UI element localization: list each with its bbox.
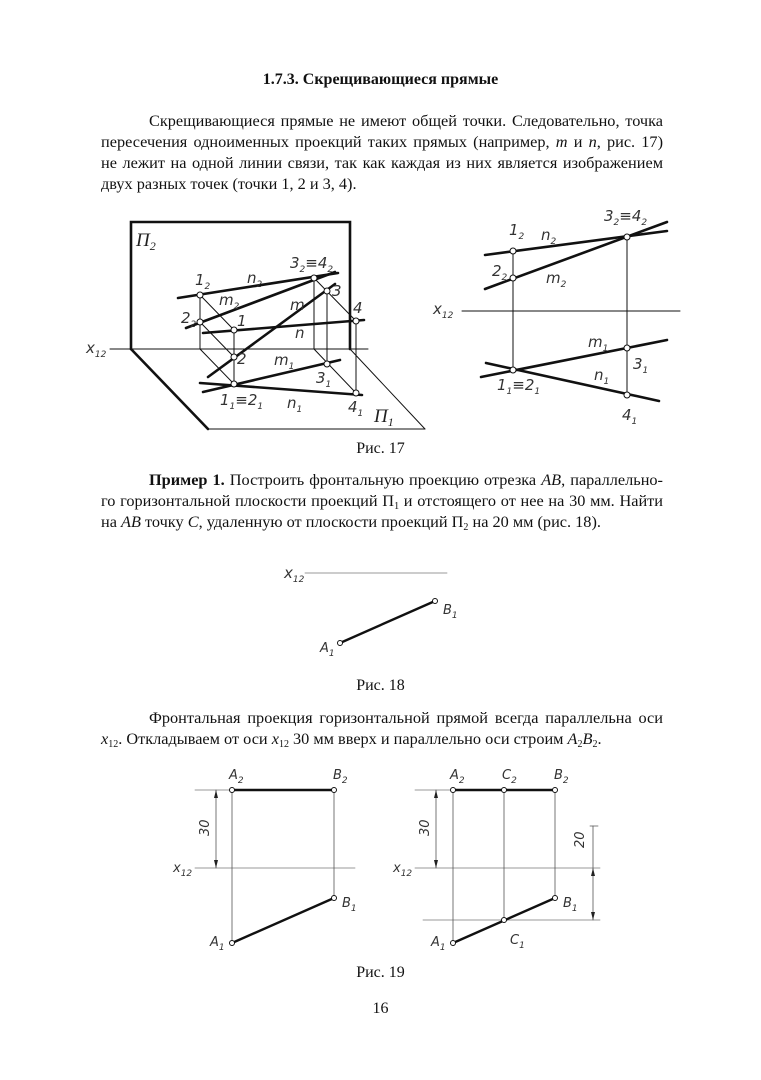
figure18-caption: Рис. 18 [356,677,405,694]
label-b1: $B_1$ [563,896,578,914]
label-3-2-4-2: $3_2\equiv 4_2$ [290,254,334,275]
label-a1: $A_1$ [210,935,225,953]
point-3-1 [624,345,630,351]
paragraph-frontal-projection [101,707,663,749]
point-1-1-2-1 [510,367,516,373]
point-4-1 [624,392,630,398]
point-b2 [332,788,337,793]
label-n: n [295,324,305,342]
page-number: 16 [372,1000,389,1017]
label-1-2: $1_2$ [195,271,211,292]
example-title: Пример 1. [149,470,225,489]
label-4: 4 [353,299,363,317]
point-3 [324,288,330,294]
label-c1: $C_1$ [510,933,525,951]
paragraph-line: двух разных точек (точки 1, 2 и 3, 4). [101,174,357,193]
point-a1 [451,941,456,946]
dimension-label-30: 30 [198,819,213,836]
label-3-1: $3_1$ [316,369,332,390]
point-3-1 [324,361,330,367]
label-b2: $B_2$ [333,768,348,786]
figure19-right-diagram [415,788,600,946]
label-4-1: $4_1$ [348,398,364,419]
label-a2: $A_2$ [229,768,244,786]
label-n2: $n_2$ [247,269,263,290]
label-a2: $A_2$ [450,768,465,786]
point-a1 [230,941,235,946]
point-b1 [553,896,558,901]
segment-a1-b1 [232,898,334,943]
label-m2: $m_2$ [546,269,567,290]
point-2-2 [510,275,516,281]
link-line [200,349,234,384]
point-4 [353,318,359,324]
figure19-caption: Рис. 19 [356,964,405,981]
paragraph-line: пересечения одноименных проекций таких прямых (например, m и n, рис. 17) [101,132,663,151]
figure19-left-diagram [195,788,355,946]
label-n1: $n_1$ [287,394,303,415]
plane-pi1-left-edge [131,349,208,429]
point-3-2-4-2 [624,234,630,240]
label-2-2: $2_2$ [181,309,197,330]
label-c2: $C_2$ [502,768,517,786]
paragraph-line: не лежит на одной линии связи, так как каждая из них является изображением [101,153,663,172]
label-m2: $m_2$ [219,291,240,312]
point-a1 [338,641,343,646]
label-1-2: $1_2$ [509,221,525,242]
label-m1: $m_1$ [274,351,295,372]
figure19-left-labels [172,768,357,953]
point-1-2 [197,292,203,298]
label-n1: $n_1$ [594,366,610,387]
label-b1: $B_1$ [342,896,357,914]
figure18-labels [283,564,458,659]
point-b2 [553,788,558,793]
paragraph-line: на AB точку C, удаленную от плоскости проекций $П_2$ на 20 мм (рис. 18). [101,512,601,533]
point-a2 [230,788,235,793]
label-x12: $x_{12}$ [284,564,305,585]
label-3-1: $3_1$ [633,355,649,376]
label-1-1-2-1: $1_1\equiv 2_1$ [497,376,541,397]
label-x12: $x_{12}$ [173,861,193,879]
point-1-2 [510,248,516,254]
label-pi1: $\Pi_1$ [374,406,394,429]
figure17-caption: Рис. 17 [356,440,405,457]
figure19-right-labels [392,768,588,953]
point-1-1-2-1 [231,381,237,387]
point-a2 [451,788,456,793]
link-line [200,322,234,357]
point-3-2-4-2 [311,275,317,281]
example1-paragraph [101,469,663,532]
label-a1: $A_1$ [431,935,446,953]
label-n2: $n_2$ [541,226,557,247]
label-3-2-4-2: $3_2\equiv 4_2$ [604,207,648,228]
point-b1 [433,599,438,604]
label-4-1: $4_1$ [622,406,638,427]
label-x12: $x_{12}$ [393,861,413,879]
paragraph-line: го горизонтальной плоскости проекций $П_1$ и отстоящего от нее на 30 мм. Найти [101,491,663,512]
point-b1 [332,896,337,901]
label-2: 2 [237,350,247,368]
figure17-left-diagram [110,222,425,429]
point-2-2 [197,319,203,325]
label-x12: $x_{12}$ [433,300,454,321]
dimension-label-20: 20 [573,831,588,848]
label-a1: $A_1$ [320,641,335,659]
label-m: m [290,296,305,314]
label-1-1-2-1: $1_1\equiv 2_1$ [220,391,264,412]
label-2-2: $2_2$ [492,262,508,283]
paragraph-line: $x_{12}$. Откладываем от оси $x_{12}$ 30 мм вверх и параллельно оси строим $A_2B_2$. [101,729,602,750]
label-b2: $B_2$ [554,768,569,786]
label-pi2: $\Pi_2$ [136,230,156,253]
point-c1 [502,918,507,923]
segment-a1-b1 [340,601,435,643]
label-1: 1 [237,312,247,330]
paragraph-line: Скрещивающиеся прямые не имеют общей точки. Следовательно, точка [149,111,663,130]
figure18-diagram [305,573,447,646]
label-x12: $x_{12}$ [86,339,107,360]
section-heading: 1.7.3. Скрещивающиеся прямые [262,71,499,88]
paragraph-line: Пример 1. Построить фронтальную проекцию отрезка AB, параллельно- [149,470,663,489]
point-c2 [502,788,507,793]
label-3: 3 [332,282,342,300]
label-b1: $B_1$ [443,603,458,621]
label-m1: $m_1$ [588,333,609,354]
paragraph-line: Фронтальная проекция горизонтальной прямой всегда параллельна оси [149,708,663,727]
point-4-1 [353,390,359,396]
dimension-label-30: 30 [418,819,433,836]
